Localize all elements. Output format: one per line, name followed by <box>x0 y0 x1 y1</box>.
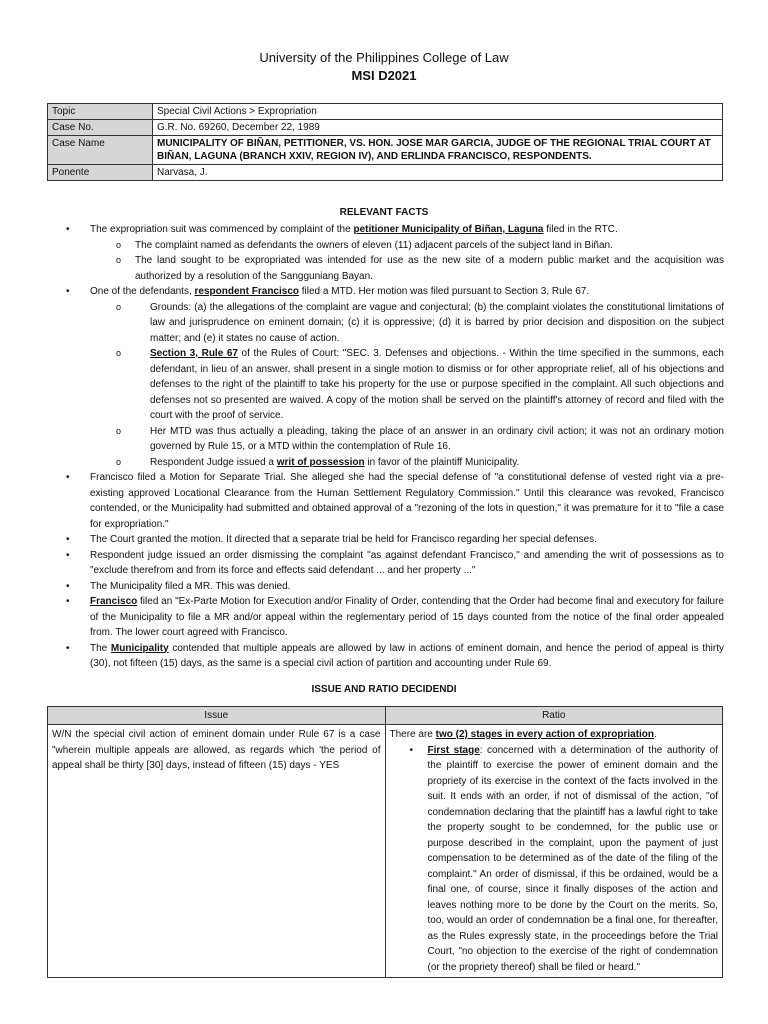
table-row <box>48 120 723 136</box>
fact-text: Respondent Judge issued a <box>150 456 277 468</box>
fact-subitem: o Grounds: (a) the allegations of the complaint are vague and conjectural; (b) the complaint violates the constitutional limitations of law and jurisprudence on eminent domain; (c) it is oppressive; (d) it is barred by prior decision and disposition on the subject matter; and (e) it states no cause of action. <box>64 300 724 347</box>
fact-emphasis: petitioner Municipality of Biñan, Laguna <box>353 224 544 235</box>
fact-text: One of the defendants, <box>90 286 195 297</box>
table-row <box>48 136 723 165</box>
fact-emphasis: Section 3, Rule 67 <box>150 348 238 359</box>
ratio-column-header: Ratio <box>385 707 723 725</box>
fact-text: filed an "Ex-Parte Motion for Execution and/or Finality of Order, contending that the Order had become final and executory for failure of the Municipality to file a MR and/or appeal within the reglementary period of 15 days counted from the notice of the final order appealed from. The lower court agreed with Francisco. <box>90 596 724 638</box>
fact-text: in favor of the plaintiff Municipality. <box>364 456 520 468</box>
case-no-value: G.R. No. 69260, December 22, 1989 <box>153 120 723 136</box>
fact-emphasis: Municipality <box>110 642 169 654</box>
ratio-text: There are <box>389 729 436 740</box>
fact-emphasis: writ of possession <box>276 456 365 468</box>
institution-title: University of the Philippines College of Law <box>259 50 509 65</box>
fact-text: filed in the RTC. <box>543 224 618 235</box>
fact-subitem <box>64 455 724 471</box>
relevant-facts-heading: RELEVANT FACTS <box>339 207 429 218</box>
fact-text: contended that multiple appeals are allowed by law in actions of eminent domain, and hence the period of appeal is thirty (30), not fifteen (15) days, as the same is a special civil action of partition and accounting under Rule 69. <box>90 642 724 669</box>
ponente-label: Ponente <box>48 165 153 181</box>
topic-value: Special Civil Actions > Expropriation <box>153 104 723 120</box>
fact-text: of the Rules of Court: "SEC. 3. Defenses and objections. - Within the time specified in the summons, each defendant, in lieu of an answer, shall present in a single motion to dismiss or for other appropriate relief, all of his objections and defenses to the right of the plaintiff to take his property for the use or purpose specified in the complaint. All such objections and defenses not so presented are waived. A copy of the motion shall be served on the plaintiff's attorney of record and filed with the court with the proof of service. <box>150 348 724 421</box>
fact-subitem <box>64 346 724 424</box>
ratio-intro <box>390 727 719 743</box>
issue-ratio-heading: ISSUE AND RATIO DECIDENDI <box>311 684 457 695</box>
ponente-value: Narvasa, J. <box>153 165 723 181</box>
fact-text: The <box>90 642 111 654</box>
fact-item <box>64 222 724 238</box>
issue-column-header: Issue <box>48 707 386 725</box>
case-name-value: MUNICIPALITY OF BIÑAN, PETITIONER, VS. HON. JOSE MAR GARCIA, JUDGE OF THE REGIONAL TRIAL COURT AT BIÑAN, LAGUNA (BRANCH XXIV, REGION IV), AND ERLINDA FRANCISCO, RESPONDENTS. <box>153 136 723 165</box>
fact-item: • The Court granted the motion. It directed that a separate trial be held for Francisco regarding her special defenses. <box>64 532 724 548</box>
fact-item <box>64 284 724 300</box>
section-title: MSI D2021 <box>351 68 417 83</box>
fact-item: • Francisco filed a Motion for Separate Trial. She alleged she had the special defense of "a constitutional defense of vested right via a pre-existing approved Locational Clearance from the Human Settlement Regulatory Commission." Until this clearance was revoked, Francisco contended, or the Municipality had submitted and obtained approval of a "rezoning of the lots in question," it was premature for it to "file a case for expropriation." <box>64 470 724 532</box>
fact-subitem: o The land sought to be expropriated was intended for use as the new site of a modern public market and the acquisition was authorized by a resolution of the Sangguniang Bayan. <box>64 253 724 284</box>
table-row <box>48 725 723 978</box>
table-row <box>48 165 723 181</box>
fact-item <box>64 594 724 641</box>
table-row <box>48 104 723 120</box>
table-header-row <box>48 707 723 725</box>
ratio-text: . <box>654 729 657 740</box>
case-info-table <box>47 103 723 181</box>
fact-emphasis: Francisco <box>90 596 138 607</box>
fact-text: filed a MTD. Her motion was filed pursuant to Section 3, Rule 67. <box>299 286 590 297</box>
case-no-label: Case No. <box>48 120 153 136</box>
issue-cell: W/N the special civil action of eminent domain under Rule 67 is a case "wherein multiple appeals are allowed, as regards which 'the period of appeal shall be thirty [30] days, instead of fifteen (15) days - YES <box>48 725 386 978</box>
ratio-text: : concerned with a determination of the authority of the plaintiff to exercise the power of eminent domain and the propriety of its exercise in the context of the facts involved in the suit. It ends with an order, if not of dismissal of the action, "of condemnation declaring that the plaintiff has a lawful right to take the property sought to be condemned, for the public use or purpose described in the complaint, upon the payment of just compensation to be determined as of the date of the filing of the complaint." An order of dismissal, if this be ordained, would be a final one, of course, since it finally disposes of the action and leaves nothing more to be done by the Court on the merits. So, too, would an order of condemnation be a final one, for thereafter, as the Rules expressly state, in the proceedings before the Trial Court, "no objection to the exercise of the right of condemnation (or the propriety thereof) shall be filed or heard." <box>427 744 718 973</box>
fact-subitem: o Her MTD was thus actually a pleading, taking the place of an answer in an ordinary civil action; it was not an ordinary motion governed by Rule 15, or a MTD within the contemplation of Rule 16. <box>64 424 724 455</box>
ratio-bullet <box>390 743 719 976</box>
fact-subitem: o The complaint named as defendants the owners of eleven (11) adjacent parcels of the subject land in Biñan. <box>64 238 724 254</box>
case-name-label: Case Name <box>48 136 153 165</box>
facts-list <box>64 222 724 672</box>
fact-item: • The Municipality filed a MR. This was denied. <box>64 579 724 595</box>
fact-emphasis: respondent Francisco <box>194 286 299 297</box>
topic-label: Topic <box>48 104 153 120</box>
ratio-cell <box>385 725 723 978</box>
fact-item: • Respondent judge issued an order dismissing the complaint "as against defendant Francisco," and amending the writ of possessions as to "exclude therefrom and from its force and effects said defendant ... and her property ..." <box>64 548 724 579</box>
fact-text: The expropriation suit was commenced by complaint of the <box>90 224 354 235</box>
ratio-emphasis: two (2) stages in every action of expropriation <box>435 729 655 740</box>
ratio-emphasis: First stage <box>427 744 480 756</box>
issue-ratio-table <box>47 706 723 978</box>
fact-item <box>64 641 724 672</box>
